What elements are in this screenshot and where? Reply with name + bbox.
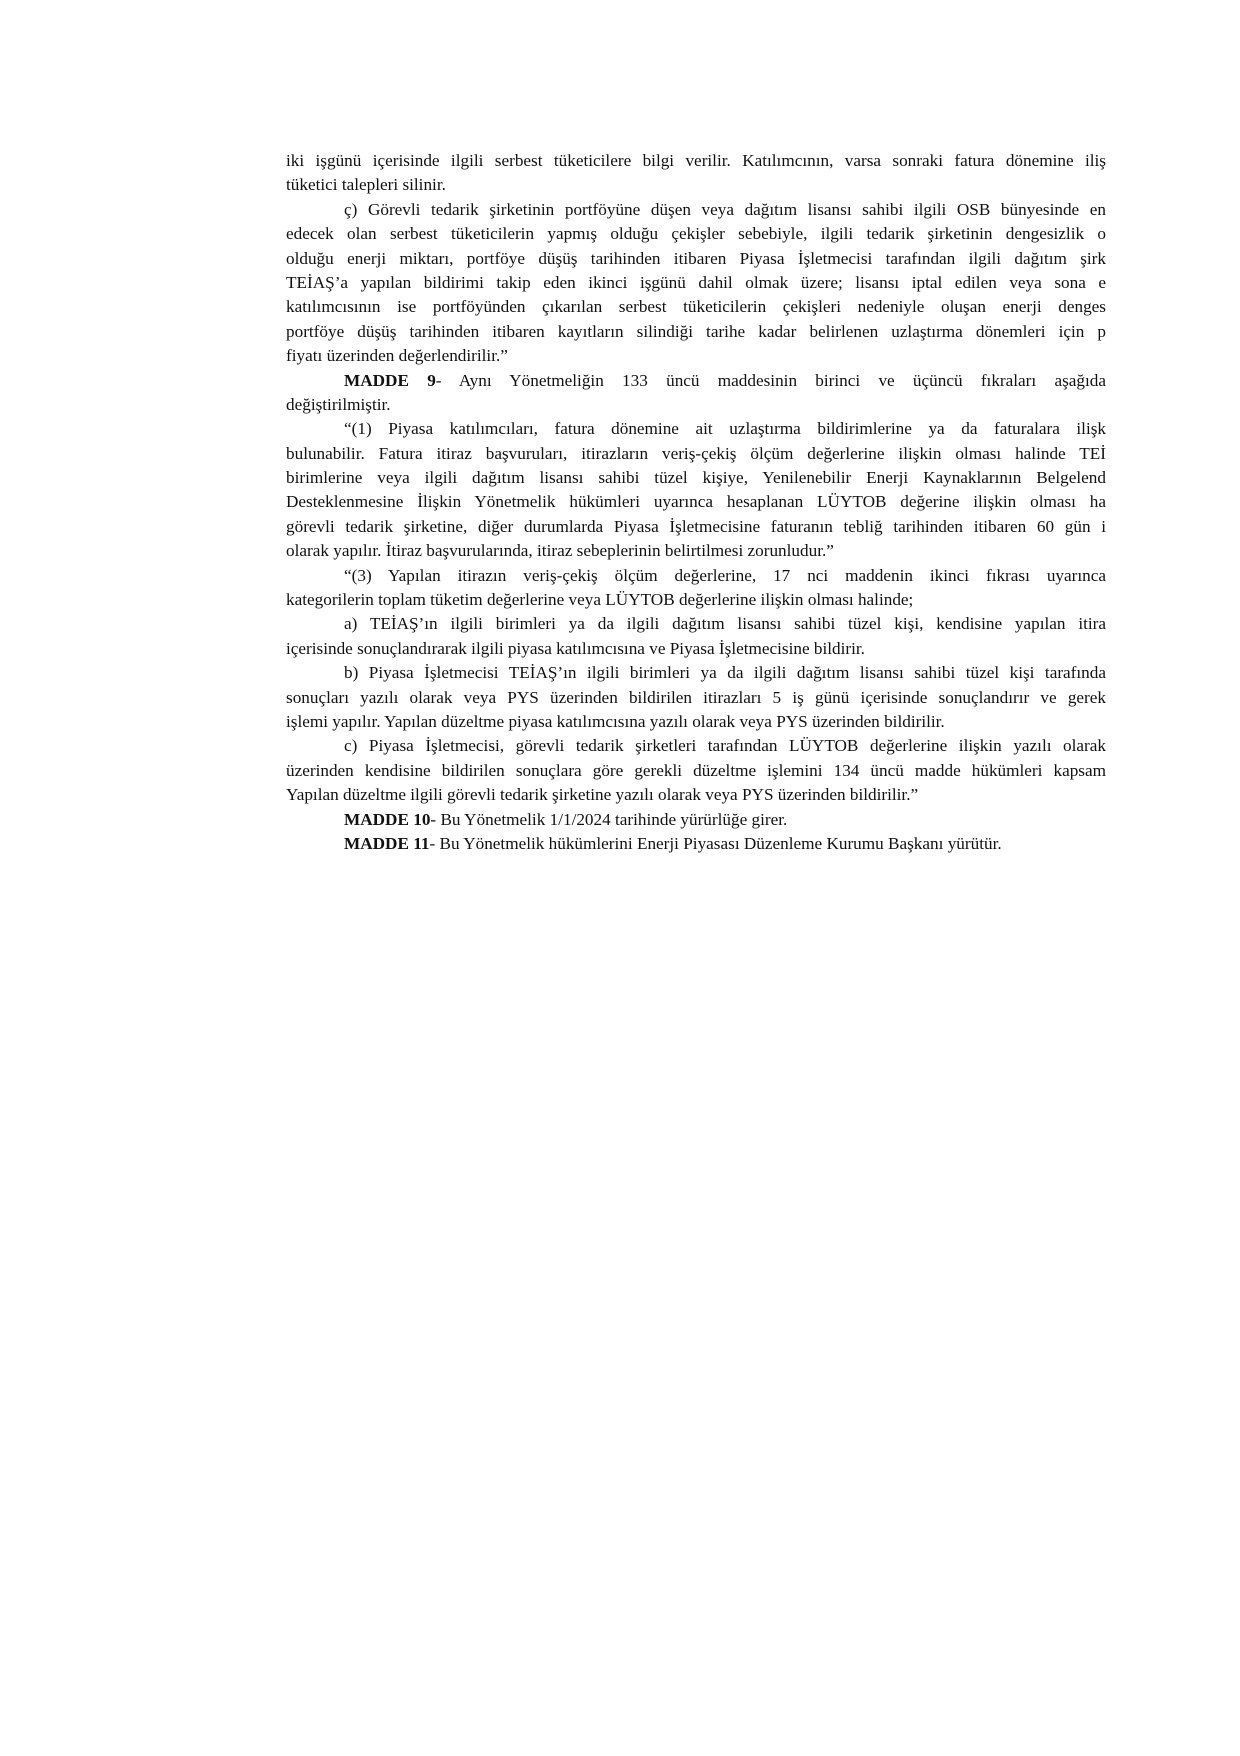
line-text: - Aynı Yönetmeliğin 133 üncü maddesinin birinci ve üçüncü fıkraları aşağıda xyxy=(435,370,1106,390)
text-line xyxy=(286,588,1106,612)
text-line xyxy=(286,222,1106,246)
line-text: ç) Görevli tedarik şirketinin portföyüne düşen veya dağıtım lisansı sahibi ilgili OSB bünyesinde en xyxy=(344,199,1106,219)
article-heading-line xyxy=(286,808,1106,832)
text-line xyxy=(286,442,1106,466)
line-text: sonuçları yazılı olarak veya PYS üzerinden bildirilen itirazları 5 iş günü içerisinde sonuçlandırır ve gerek xyxy=(286,687,1106,707)
line-text: işlemi yapılır. Yapılan düzeltme piyasa katılımcısına yazılı olarak veya PYS üzerinden bildirilir. xyxy=(286,711,945,731)
article-heading-line xyxy=(286,369,1106,393)
line-text: TEİAŞ’a yapılan bildirimi takip eden ikinci işgünü dahil olmak üzere; lisansı iptal edilen veya sona e xyxy=(286,272,1106,292)
line-text: - Bu Yönetmelik 1/1/2024 tarihinde yürürlüğe girer. xyxy=(430,809,788,829)
line-text: “(3) Yapılan itirazın veriş-çekiş ölçüm değerlerine, 17 nci maddenin ikinci fıkrası uyarınca xyxy=(344,565,1106,585)
line-text: üzerinden kendisine bildirilen sonuçlara göre gerekli düzeltme işlemini 134 üncü madde hükümleri kapsam xyxy=(286,760,1106,780)
line-text: olarak yapılır. İtiraz başvurularında, itiraz sebeplerinin belirtilmesi zorunludur.” xyxy=(286,541,834,561)
line-text: görevli tedarik şirketine, diğer durumlarda Piyasa İşletmecisine faturanın tebliğ tarihinden itibaren 60 gün i xyxy=(286,516,1106,536)
line-text: Desteklenmesine İlişkin Yönetmelik hükümleri uyarınca hesaplanan LÜYTOB değerine ilişkin olması ha xyxy=(286,492,1106,512)
text-line xyxy=(286,515,1106,539)
text-line xyxy=(286,344,1106,368)
text-line xyxy=(286,490,1106,514)
text-line xyxy=(286,271,1106,295)
text-line xyxy=(286,734,1106,758)
text-line xyxy=(286,612,1106,636)
article-number: MADDE 11 xyxy=(344,833,430,853)
line-text: katılımcısının ise portföyünden çıkarılan serbest tüketicilerin çekişleri nedeniyle oluşan enerji denges xyxy=(286,297,1106,317)
line-text: edecek olan serbest tüketicilerin yapmış olduğu çekişler sebebiyle, ilgili tedarik şirketinin dengesizlik o xyxy=(286,224,1106,244)
text-line xyxy=(286,539,1106,563)
line-text: birimlerine veya ilgili dağıtım lisansı sahibi tüzel kişiye, Yenilenebilir Enerji Kaynaklarının Belgelend xyxy=(286,468,1106,488)
line-text: bulunabilir. Fatura itiraz başvuruları, itirazların veriş-çekiş ölçüm değerlerine ilişkin olması halinde TEİ xyxy=(286,443,1106,463)
text-line xyxy=(286,661,1106,685)
line-text: içerisinde sonuçlandırarak ilgili piyasa katılımcısına ve Piyasa İşletmecisine bildirir. xyxy=(286,638,865,658)
text-line xyxy=(286,247,1106,271)
text-line xyxy=(286,783,1106,807)
text-line xyxy=(286,320,1106,344)
text-line xyxy=(286,710,1106,734)
line-text: kategorilerin toplam tüketim değerlerine veya LÜYTOB değerlerine ilişkin olması halinde; xyxy=(286,590,914,610)
text-line xyxy=(286,637,1106,661)
line-text: fiyatı üzerinden değerlendirilir.” xyxy=(286,346,508,366)
line-text: a) TEİAŞ’ın ilgili birimleri ya da ilgili dağıtım lisansı sahibi tüzel kişi, kendisine yapılan itira xyxy=(344,614,1106,634)
text-line xyxy=(286,466,1106,490)
line-text: c) Piyasa İşletmecisi, görevli tedarik şirketleri tarafından LÜYTOB değerlerine ilişkin yazılı olarak xyxy=(344,736,1106,756)
article-number: MADDE 10 xyxy=(344,809,431,829)
line-text: iki işgünü içerisinde ilgili serbest tüketicilere bilgi verilir. Katılımcının, varsa sonraki fatura dönemine iliş xyxy=(286,151,1106,170)
line-text: portföye düşüş tarihinden itibaren kayıtların silindiği tarihe kadar belirlenen uzlaştırma dönemleri için p xyxy=(286,321,1106,341)
text-line xyxy=(286,295,1106,319)
text-line xyxy=(286,149,1106,173)
document-body xyxy=(286,149,1106,856)
line-text: Yapılan düzeltme ilgili görevli tedarik şirketine yazılı olarak veya PYS üzerinden bildirilir.” xyxy=(286,785,919,805)
line-text: “(1) Piyasa katılımcıları, fatura dönemine ait uzlaştırma bildirimlerine ya da faturalara ilişk xyxy=(344,419,1106,439)
line-text: b) Piyasa İşletmecisi TEİAŞ’ın ilgili birimleri ya da ilgili dağıtım lisansı sahibi tüzel kişi tarafında xyxy=(344,663,1106,683)
text-line xyxy=(286,417,1106,441)
text-line xyxy=(286,759,1106,783)
text-line xyxy=(286,393,1106,417)
line-text: - Bu Yönetmelik hükümlerini Enerji Piyasası Düzenleme Kurumu Başkanı yürütür. xyxy=(429,833,1002,853)
article-number: MADDE 9 xyxy=(344,370,436,390)
text-line xyxy=(286,686,1106,710)
text-line xyxy=(286,173,1106,197)
line-text: olduğu enerji miktarı, portföye düşüş tarihinden itibaren Piyasa İşletmecisi tarafından ilgili dağıtım şirk xyxy=(286,248,1106,268)
text-line xyxy=(286,198,1106,222)
line-text: değiştirilmiştir. xyxy=(286,394,391,414)
text-line xyxy=(286,564,1106,588)
article-heading-line xyxy=(286,832,1106,856)
line-text: tüketici talepleri silinir. xyxy=(286,175,446,195)
